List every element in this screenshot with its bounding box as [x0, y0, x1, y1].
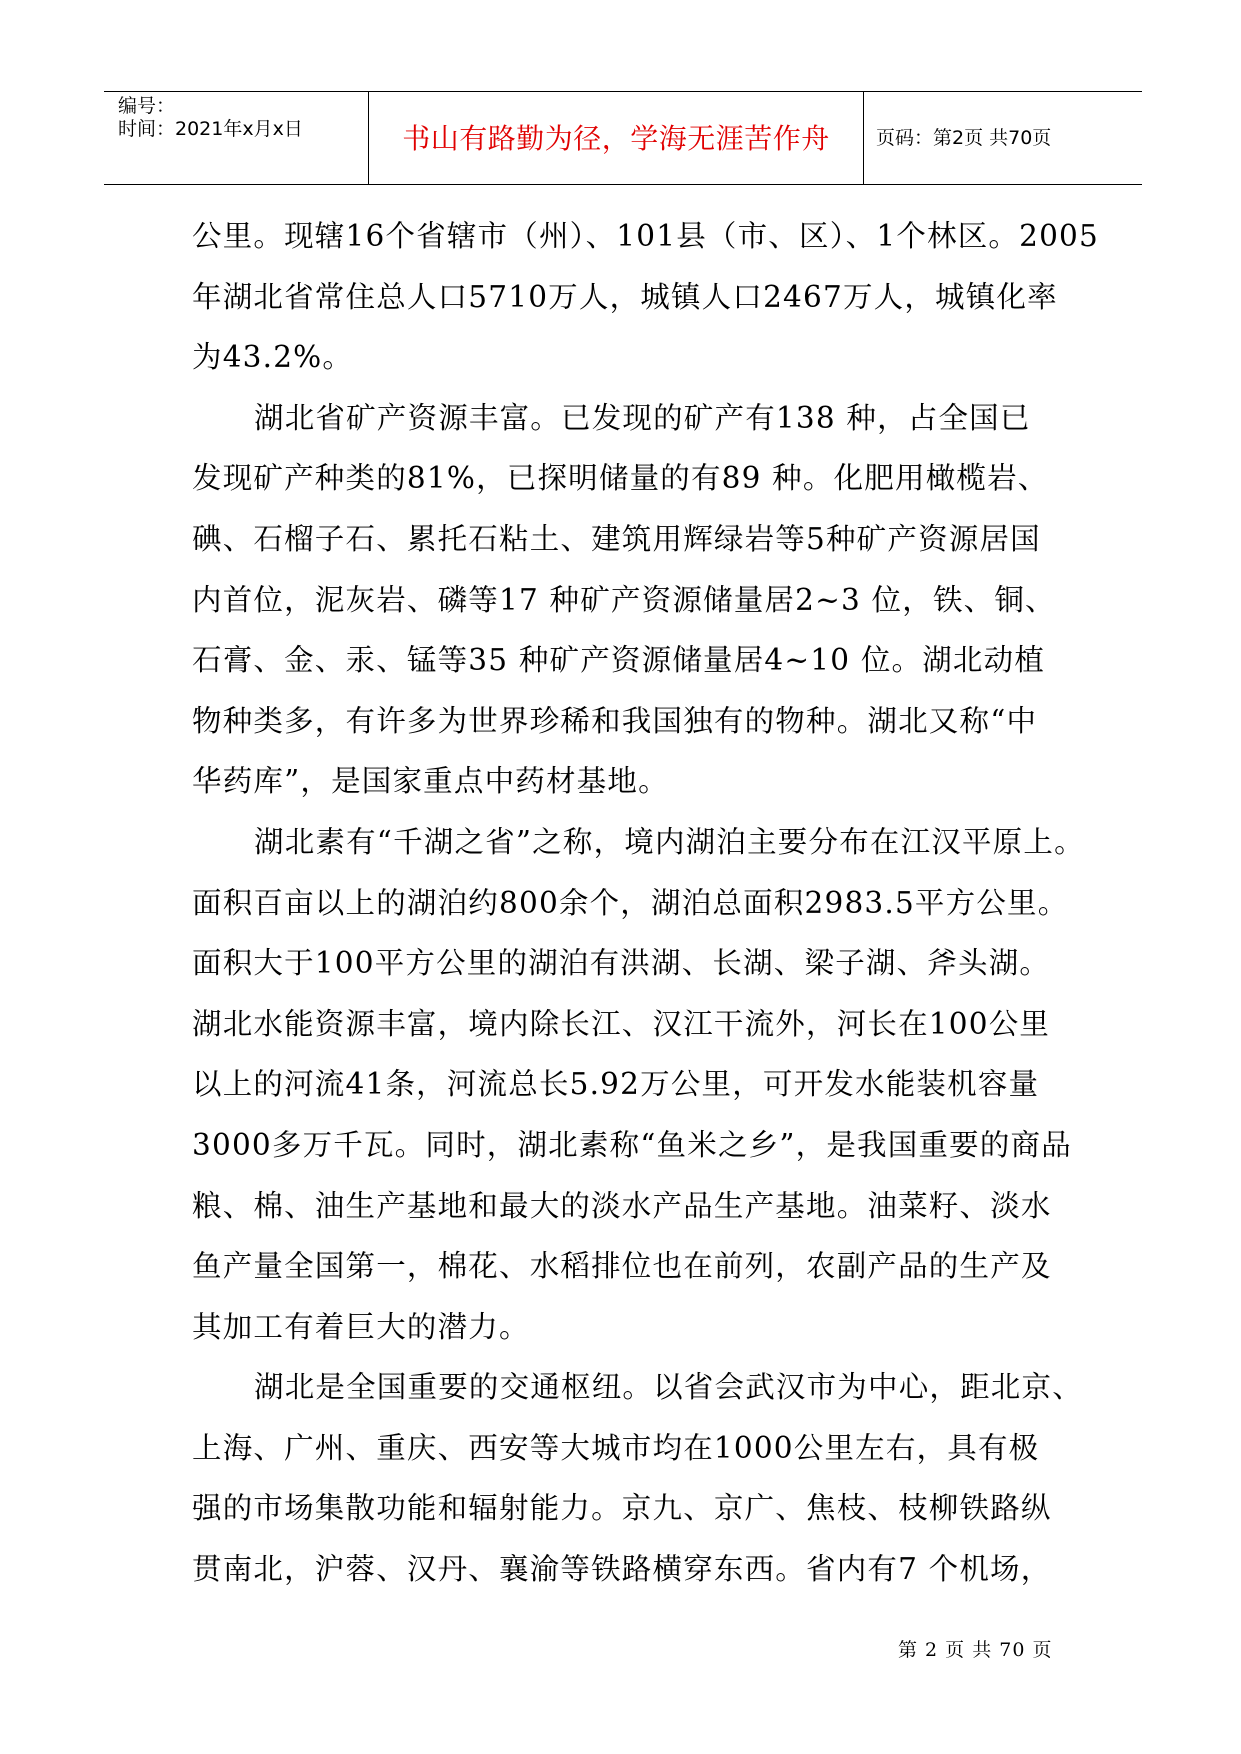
- body-line: 华药库”，是国家重点中药材基地。: [192, 764, 669, 799]
- page-header: [104, 91, 1142, 185]
- body-line: 粮、棉、油生产基地和最大的淡水产品生产基地。油菜籽、淡水: [192, 1188, 1052, 1223]
- body-line: 公里。现辖16个省辖市（州）、101县（市、区）、1个林区。2005: [192, 219, 1099, 253]
- header-page-code: 页码：第2页 共70页: [876, 127, 1052, 149]
- body-line: 其加工有着巨大的潜力。: [192, 1309, 530, 1344]
- header-motto-cell: [368, 92, 864, 184]
- paragraph-first-line: 湖北素有“千湖之省”之称，境内湖泊主要分布在江汉平原上。: [254, 824, 1085, 859]
- body-line: 湖北水能资源丰富，境内除长江、汉江干流外，河长在100公里: [192, 1006, 1051, 1041]
- body-line: 面积百亩以上的湖泊约800余个，湖泊总面积2983.5平方公里。: [192, 885, 1069, 920]
- body-line: 石膏、金、汞、锰等35 种矿产资源储量居4~10 位。湖北动植: [192, 643, 1046, 678]
- document-body: [192, 206, 1099, 1600]
- paragraph-first-line: 湖北是全国重要的交通枢纽。以省会武汉市为中心，距北京、: [254, 1370, 1083, 1405]
- body-line: 以上的河流41条，河流总长5.92万公里，可开发水能装机容量: [192, 1067, 1040, 1102]
- body-line: 面积大于100平方公里的湖泊有洪湖、长湖、梁子湖、斧头湖。: [192, 946, 1051, 981]
- body-line: 物种类多，有许多为世界珍稀和我国独有的物种。湖北又称“中: [192, 703, 1038, 738]
- body-line: 为43.2%。: [192, 340, 354, 375]
- body-line: 强的市场集散功能和辐射能力。京九、京广、焦枝、枝柳铁路纵: [192, 1491, 1052, 1526]
- page-footer: 第 2 页 共 70 页: [898, 1639, 1053, 1661]
- header-motto: 书山有路勤为径，学海无涯苦作舟: [402, 122, 830, 155]
- body-line: 鱼产量全国第一，棉花、水稻排位也在前列，农副产品的生产及: [192, 1249, 1052, 1284]
- body-line: 年湖北省常住总人口5710万人，城镇人口2467万人，城镇化率: [192, 279, 1058, 314]
- date-label: 时间：2021年x月x日: [118, 118, 303, 140]
- body-line: 内首位，泥灰岩、磷等17 种矿产资源储量居2~3 位，铁、铜、: [192, 582, 1056, 617]
- header-right-cell: [864, 92, 1142, 184]
- body-line: 上海、广州、重庆、西安等大城市均在1000公里左右，具有极: [192, 1430, 1040, 1465]
- paragraph-first-line: 湖北省矿产资源丰富。已发现的矿产有138 种，占全国已: [254, 400, 1031, 435]
- body-line: 发现矿产种类的81%，已探明储量的有89 种。化肥用橄榄岩、: [192, 461, 1049, 496]
- body-line: 贯南北，沪蓉、汉丹、襄渝等铁路横穿东西。省内有7 个机场，: [192, 1552, 1052, 1587]
- body-line: 碘、石榴子石、累托石粘土、建筑用辉绿岩等5种矿产资源居国: [192, 521, 1041, 556]
- header-left-cell: [104, 92, 368, 184]
- body-line: 3000多万千瓦。同时，湖北素称“鱼米之乡”，是我国重要的商品: [192, 1127, 1072, 1162]
- serial-number-label: 编号：: [118, 95, 176, 117]
